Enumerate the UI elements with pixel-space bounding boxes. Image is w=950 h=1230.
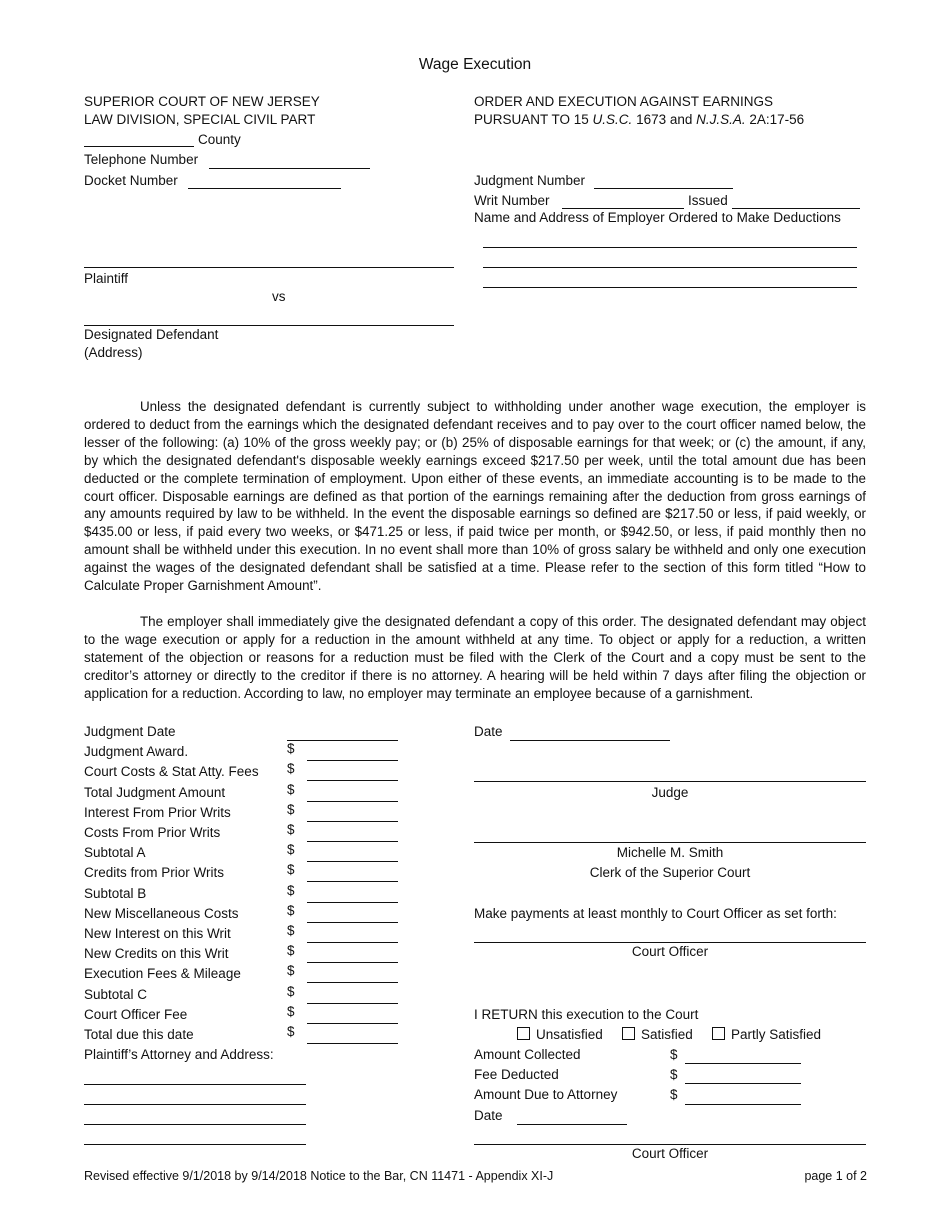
- court-division: LAW DIVISION, SPECIAL CIVIL PART: [84, 112, 316, 127]
- versus-label: vs: [272, 289, 286, 304]
- footer-revised: Revised effective 9/1/2018 by 9/14/2018 Notice to the Bar, CN 11471 - Appendix XI-J: [84, 1169, 554, 1183]
- amount-row-label: Interest From Prior Writs: [84, 805, 231, 820]
- dollar-sign: $: [287, 802, 295, 817]
- employer-line-2[interactable]: [483, 267, 857, 268]
- amount-field[interactable]: [307, 780, 398, 781]
- judge-label: Judge: [651, 785, 689, 800]
- dollar-sign: $: [287, 1024, 295, 1039]
- employer-label: Name and Address of Employer Ordered to Make Deductions: [474, 210, 841, 225]
- amount-field[interactable]: [307, 801, 398, 802]
- dollar-sign: $: [670, 1087, 678, 1102]
- dollar-sign: $: [287, 943, 295, 958]
- county-field[interactable]: [84, 146, 194, 147]
- dollar-sign: $: [287, 923, 295, 938]
- telephone-label: Telephone Number: [84, 152, 199, 167]
- court-officer-label: Court Officer: [631, 944, 709, 959]
- amount-row-label: Total due this date: [84, 1027, 194, 1042]
- court-name: SUPERIOR COURT OF NEW JERSEY: [84, 94, 320, 109]
- dollar-sign: $: [287, 822, 295, 837]
- plaintiff-field[interactable]: [84, 267, 454, 268]
- clerk-title: Clerk of the Superior Court: [589, 865, 751, 880]
- amount-field[interactable]: [307, 922, 398, 923]
- objection-paragraph: The employer shall immediately give the designated defendant a copy of this order. The designated defendant may object to the wage execution or apply for a reduction in the amount withheld at any time. To object or apply for a reduction, a written statement of the objection or reasons for a reduction must be filed with the Clerk of the Court and a copy must be sent to the creditor’s attorney or directly to the creditor if there is no attorney. A hearing will be held within 7 days after filing the objection or application for a reduction. According to law, no employer may terminate an employee because of a garnishment.: [84, 614, 866, 701]
- judgment-number-label: Judgment Number: [474, 173, 586, 188]
- clerk-signature-line[interactable]: [474, 842, 866, 843]
- amount-field[interactable]: [307, 982, 398, 983]
- amount-field[interactable]: [307, 760, 398, 761]
- option-partly-satisfied[interactable]: Partly Satisfied: [712, 1026, 821, 1044]
- amount-row-label: New Miscellaneous Costs: [84, 906, 239, 921]
- amount-field[interactable]: [307, 942, 398, 943]
- fee-deducted-label: Fee Deducted: [474, 1067, 559, 1082]
- amount-due-label: Amount Due to Attorney: [474, 1087, 618, 1102]
- attorney-line-3[interactable]: [84, 1124, 306, 1125]
- dollar-sign: $: [287, 842, 295, 857]
- amount-collected-field[interactable]: [685, 1063, 801, 1064]
- date-field[interactable]: [510, 740, 670, 741]
- amount-row-label: Subtotal C: [84, 987, 148, 1002]
- return-officer-label: Court Officer: [631, 1146, 709, 1161]
- dollar-sign: $: [287, 741, 295, 756]
- amount-collected-label: Amount Collected: [474, 1047, 581, 1062]
- amount-field[interactable]: [307, 861, 398, 862]
- order-heading: ORDER AND EXECUTION AGAINST EARNINGS: [474, 94, 774, 109]
- clerk-name: Michelle M. Smith: [616, 845, 724, 860]
- page-title: Wage Execution: [418, 56, 532, 73]
- dollar-sign: $: [287, 883, 295, 898]
- amount-row-label: New Interest on this Writ: [84, 926, 231, 941]
- judge-signature-line[interactable]: [474, 781, 866, 782]
- amount-row-label: Costs From Prior Writs: [84, 825, 221, 840]
- judgment-number-field[interactable]: [594, 188, 733, 189]
- amount-due-field[interactable]: [685, 1104, 801, 1105]
- issued-label: Issued: [688, 193, 728, 208]
- fee-deducted-field[interactable]: [685, 1083, 801, 1084]
- attorney-line-2[interactable]: [84, 1104, 306, 1105]
- return-text: I RETURN this execution to the Court: [474, 1007, 699, 1022]
- amount-row-label: Subtotal B: [84, 886, 147, 901]
- amount-field[interactable]: [307, 1023, 398, 1024]
- dollar-sign: $: [287, 761, 295, 776]
- satisfied-checkbox[interactable]: [622, 1027, 635, 1040]
- amount-row-label: Subtotal A: [84, 845, 146, 860]
- amount-row-label: Court Officer Fee: [84, 1007, 188, 1022]
- dollar-sign: $: [670, 1067, 678, 1082]
- county-label: County: [198, 132, 241, 147]
- order-statute: PURSUANT TO 15 U.S.C. 1673 and N.J.S.A. 2A:17-56: [474, 112, 805, 127]
- amount-field[interactable]: [307, 962, 398, 963]
- amount-row-label: Judgment Date: [84, 724, 176, 739]
- employer-line-1[interactable]: [483, 247, 857, 248]
- amount-field[interactable]: [307, 881, 398, 882]
- date-label: Date: [474, 724, 503, 739]
- dollar-sign: $: [287, 963, 295, 978]
- amount-field[interactable]: [287, 740, 398, 741]
- amount-field[interactable]: [307, 1043, 398, 1044]
- amount-field[interactable]: [307, 821, 398, 822]
- attorney-line-4[interactable]: [84, 1144, 306, 1145]
- amount-field[interactable]: [307, 841, 398, 842]
- amount-field[interactable]: [307, 1003, 398, 1004]
- dollar-sign: $: [670, 1047, 678, 1062]
- defendant-label: Designated Defendant: [84, 327, 219, 342]
- docket-label: Docket Number: [84, 173, 178, 188]
- dollar-sign: $: [287, 984, 295, 999]
- address-label: (Address): [84, 345, 143, 360]
- amount-row-label: Credits from Prior Writs: [84, 865, 225, 880]
- amount-field[interactable]: [307, 902, 398, 903]
- amount-row-label: Judgment Award.: [84, 744, 189, 759]
- amount-row-label: Total Judgment Amount: [84, 785, 226, 800]
- employer-line-3[interactable]: [483, 287, 857, 288]
- payments-text: Make payments at least monthly to Court Officer as set forth:: [474, 906, 837, 921]
- option-unsatisfied[interactable]: Unsatisfied: [517, 1026, 603, 1044]
- return-date-field[interactable]: [517, 1124, 627, 1125]
- partly-satisfied-checkbox[interactable]: [712, 1027, 725, 1040]
- amount-row-label: Court Costs & Stat Atty. Fees: [84, 764, 259, 779]
- docket-field[interactable]: [188, 188, 341, 189]
- dollar-sign: $: [287, 903, 295, 918]
- dollar-sign: $: [287, 782, 295, 797]
- unsatisfied-checkbox[interactable]: [517, 1027, 530, 1040]
- option-satisfied[interactable]: Satisfied: [622, 1026, 693, 1044]
- page-number: page 1 of 2: [804, 1169, 867, 1183]
- attorney-label: Plaintiff’s Attorney and Address:: [84, 1047, 274, 1062]
- plaintiff-label: Plaintiff: [84, 271, 129, 286]
- amount-row-label: Execution Fees & Mileage: [84, 966, 241, 981]
- telephone-field[interactable]: [209, 168, 370, 169]
- attorney-line-1[interactable]: [84, 1084, 306, 1085]
- return-date-label: Date: [474, 1108, 503, 1123]
- dollar-sign: $: [287, 862, 295, 877]
- dollar-sign: $: [287, 1004, 295, 1019]
- writ-number-label: Writ Number: [474, 193, 550, 208]
- amount-row-label: New Credits on this Writ: [84, 946, 229, 961]
- instructions-paragraph: Unless the designated defendant is currently subject to withholding under another wage execution, the employer is ordered to deduct from the earnings which the designated defendant receives and to pay over to the court officer named below, the lesser of the following: (a) 10% of the gross weekly pay; or (b) 25% of disposable earnings for that week; or (c) the amount, if any, by which the designated defendant's disposable weekly earnings exceed $217.50 per week, until the total amount due has been deducted or the complete termination of employment. Upon either of these events, an immediate accounting is to be made to the court officer. Disposable earnings are defined as that portion of the earnings remaining after the deduction from gross earnings of any amounts required by law to be withheld. In the event the disposable earnings so defined are $217.50 or less, if paid weekly, or $435.00 or less, if paid every two weeks, or $471.25 or less, if paid twice per month, or $942.50, or less, if paid monthly then no amount shall be withheld under this execution. In no event shall more than 10% of gross salary be withheld and only one execution against the wages of the designated defendant shall be satisfied at a time. Please refer to the section of this form titled “How to Calculate Proper Garnishment Amount”.: [84, 399, 866, 594]
